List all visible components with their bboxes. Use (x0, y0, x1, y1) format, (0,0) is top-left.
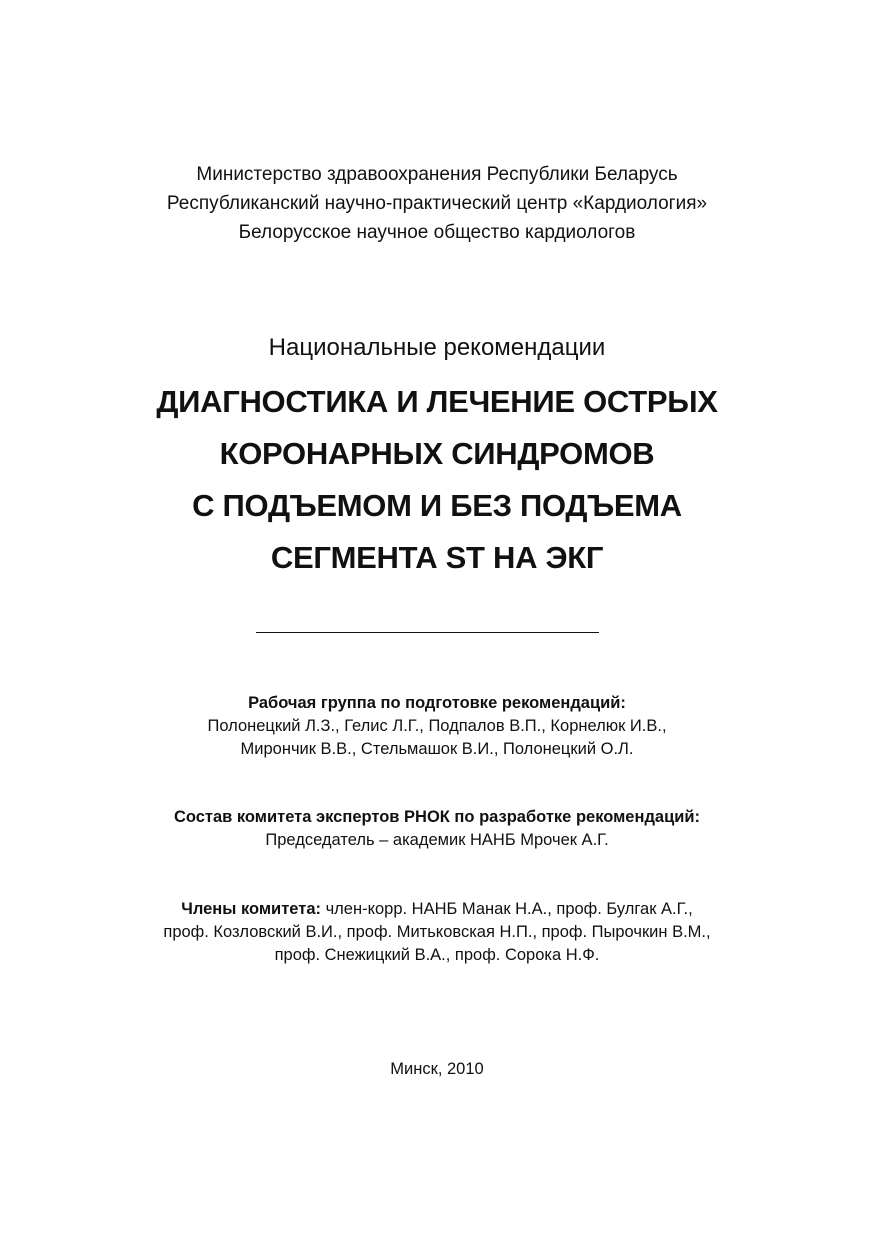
title-line: КОРОНАРНЫХ СИНДРОМОВ (219, 436, 655, 471)
title-line: СЕГМЕНТА ST НА ЭКГ (270, 540, 604, 575)
place-and-year: Минск, 2010 (390, 1060, 484, 1078)
work-group-members-line: Полонецкий Л.З., Гелис Л.Г., Подпалов В.П., Корнелюк И.В., (207, 717, 667, 735)
members-first-line-text: член-корр. НАНБ Манак Н.А., проф. Булгак А.Г., (320, 900, 693, 918)
members-line: проф. Снежицкий В.А., проф. Сорока Н.Ф. (274, 946, 600, 964)
organizations-block (0, 160, 874, 247)
organization-cardiology-society: Белорусское научное общество кардиологов (238, 222, 636, 243)
work-group-heading: Рабочая группа по подготовке рекомендаций: (248, 694, 626, 712)
separator-line (256, 632, 599, 633)
committee-section (0, 806, 874, 852)
members-first-line (0, 898, 874, 921)
members-heading: Члены комитета: (181, 900, 321, 918)
organization-cardiology-center: Республиканский научно-практический центр «Кардиология» (166, 193, 708, 214)
committee-heading: Состав комитета экспертов РНОК по разработке рекомендаций: (173, 808, 701, 826)
document-title (0, 376, 874, 584)
members-line: проф. Козловский В.И., проф. Митьковская Н.П., проф. Пырочкин В.М., (163, 923, 711, 941)
document-subtitle: Национальные рекомендации (268, 334, 606, 361)
work-group-members-line: Мирончик В.В., Стельмашок В.И., Полонецкий О.Л. (240, 740, 634, 758)
committee-chair: Председатель – академик НАНБ Мрочек А.Г. (265, 831, 609, 849)
organization-ministry: Министерство здравоохранения Республики Беларусь (196, 164, 678, 185)
title-line: С ПОДЪЕМОМ И БЕЗ ПОДЪЕМА (192, 488, 682, 523)
title-line: ДИАГНОСТИКА И ЛЕЧЕНИЕ ОСТРЫХ (156, 384, 718, 419)
members-section (0, 898, 874, 967)
work-group-section (0, 692, 874, 761)
